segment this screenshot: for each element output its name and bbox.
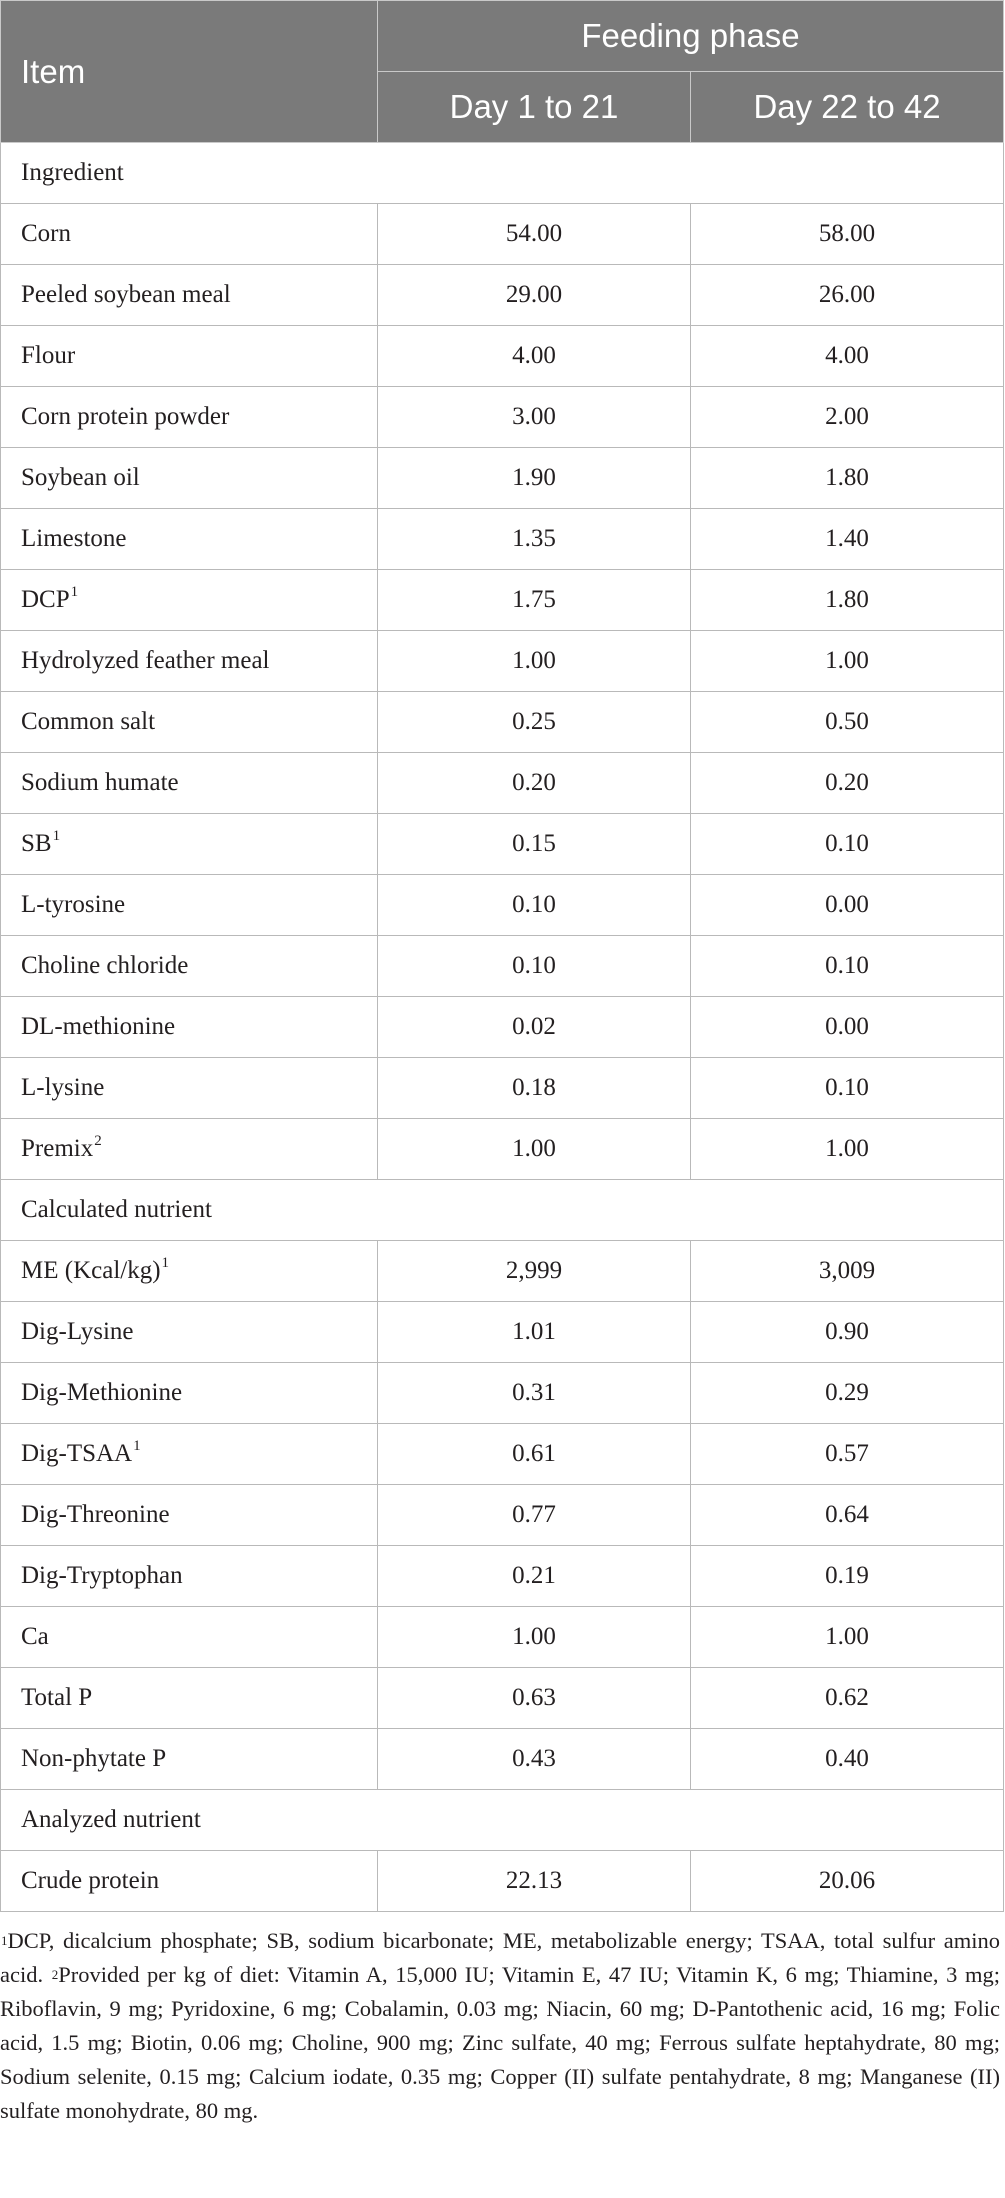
day-22-42-header: Day 22 to 42	[691, 72, 1004, 143]
section-title: Analyzed nutrient	[1, 1790, 1004, 1851]
day-1-21-value: 0.25	[378, 692, 691, 753]
day-22-42-value: 1.80	[691, 570, 1004, 631]
table-row	[1, 1058, 1004, 1119]
footnote-ref: 1	[70, 584, 79, 600]
day-1-21-value: 4.00	[378, 326, 691, 387]
row-label-cell	[1, 1729, 378, 1790]
day-1-21-value: 54.00	[378, 204, 691, 265]
row-label-cell	[1, 1546, 378, 1607]
table-row	[1, 997, 1004, 1058]
row-label: DCP	[21, 586, 70, 613]
day-22-42-value: 58.00	[691, 204, 1004, 265]
day-1-21-value: 1.75	[378, 570, 691, 631]
day-22-42-value: 2.00	[691, 387, 1004, 448]
day-22-42-value: 0.57	[691, 1424, 1004, 1485]
day-1-21-value: 1.01	[378, 1302, 691, 1363]
row-label-cell	[1, 570, 378, 631]
day-22-42-value: 0.00	[691, 997, 1004, 1058]
row-label: Crude protein	[21, 1867, 160, 1894]
day-22-42-value: 0.00	[691, 875, 1004, 936]
row-label: SB	[21, 830, 52, 857]
day-22-42-value: 26.00	[691, 265, 1004, 326]
table-row	[1, 1119, 1004, 1180]
row-label-cell	[1, 936, 378, 997]
row-label: Choline chloride	[21, 952, 189, 979]
row-label: Dig-Tryptophan	[21, 1562, 183, 1589]
day-1-21-value: 0.20	[378, 753, 691, 814]
day-22-42-value: 0.10	[691, 814, 1004, 875]
day-22-42-value: 0.50	[691, 692, 1004, 753]
day-22-42-value: 1.00	[691, 1119, 1004, 1180]
day-22-42-value: 1.40	[691, 509, 1004, 570]
row-label: Dig-Methionine	[21, 1379, 183, 1406]
day-22-42-value: 1.00	[691, 1607, 1004, 1668]
row-label-cell	[1, 997, 378, 1058]
row-label-cell	[1, 753, 378, 814]
row-label-cell	[1, 692, 378, 753]
day-22-42-value: 0.29	[691, 1363, 1004, 1424]
table-row	[1, 753, 1004, 814]
row-label-cell	[1, 875, 378, 936]
table-row	[1, 692, 1004, 753]
row-label: Dig-Threonine	[21, 1501, 170, 1528]
day-1-21-value: 0.15	[378, 814, 691, 875]
day-1-21-value: 0.02	[378, 997, 691, 1058]
row-label-cell	[1, 265, 378, 326]
table-row	[1, 1546, 1004, 1607]
row-label-cell	[1, 1241, 378, 1302]
section-row	[1, 143, 1004, 204]
row-label: Soybean oil	[21, 464, 140, 491]
table-row	[1, 387, 1004, 448]
row-label-cell	[1, 448, 378, 509]
day-1-21-value: 2,999	[378, 1241, 691, 1302]
footnote-ref: 1	[52, 828, 61, 844]
row-label: ME (Kcal/kg)	[21, 1257, 161, 1284]
row-label: DL-methionine	[21, 1013, 176, 1040]
table-footnote	[0, 1924, 1000, 2128]
table-row	[1, 875, 1004, 936]
table-row	[1, 1607, 1004, 1668]
day-1-21-value: 0.63	[378, 1668, 691, 1729]
table-row	[1, 1485, 1004, 1546]
table-row	[1, 204, 1004, 265]
day-1-21-value: 1.00	[378, 1119, 691, 1180]
day-1-21-value: 0.61	[378, 1424, 691, 1485]
day-1-21-value: 0.31	[378, 1363, 691, 1424]
row-label: Corn protein powder	[21, 403, 230, 430]
day-1-21-value: 0.10	[378, 875, 691, 936]
header-row-top	[1, 1, 1004, 72]
row-label-cell	[1, 1607, 378, 1668]
item-header: Item	[1, 1, 378, 143]
table-row	[1, 1424, 1004, 1485]
row-label: Sodium humate	[21, 769, 179, 796]
row-label-cell	[1, 814, 378, 875]
footnote-ref: 2	[94, 1133, 102, 1149]
table-row	[1, 1668, 1004, 1729]
table-row	[1, 1363, 1004, 1424]
row-label-cell	[1, 1302, 378, 1363]
table-row	[1, 1302, 1004, 1363]
table-row	[1, 509, 1004, 570]
section-title: Calculated nutrient	[1, 1180, 1004, 1241]
row-label-cell	[1, 631, 378, 692]
table-row	[1, 265, 1004, 326]
day-22-42-value: 0.19	[691, 1546, 1004, 1607]
table-body	[1, 143, 1004, 1912]
day-22-42-value: 0.10	[691, 1058, 1004, 1119]
footnote-text-1: DCP, dicalcium phosphate; SB, sodium bicarbonate; ME, metabolizable energy; TSAA, total sulfur amino acid.	[0, 1928, 1000, 1987]
table-row	[1, 936, 1004, 997]
row-label: Hydrolyzed feather meal	[21, 647, 270, 674]
day-1-21-value: 29.00	[378, 265, 691, 326]
section-row	[1, 1180, 1004, 1241]
table-row	[1, 448, 1004, 509]
footnote-ref: 1	[161, 1255, 170, 1271]
day-1-21-value: 1.00	[378, 1607, 691, 1668]
day-22-42-value: 4.00	[691, 326, 1004, 387]
day-1-21-header: Day 1 to 21	[378, 72, 691, 143]
table-row	[1, 814, 1004, 875]
row-label: Common salt	[21, 708, 156, 735]
day-22-42-value: 0.64	[691, 1485, 1004, 1546]
row-label-cell	[1, 1485, 378, 1546]
row-label-cell	[1, 1668, 378, 1729]
footnote-text-2: Provided per kg of diet: Vitamin A, 15,000 IU; Vitamin E, 47 IU; Vitamin K, 6 mg; Thiamine, 3 mg; Riboflavin, 9 mg; Pyridoxine, 6 mg; Cobalamin, 0.03 mg; Niacin, 60 mg; D-Pantothenic acid, 16 mg; Folic acid, 1.5 mg; Biotin, 0.06 mg; Choline, 900 mg; Zinc sulfate, 40 mg; Ferrous sulfate heptahydrate, 80 mg; Sodium selenite, 0.15 mg; Calcium iodate, 0.35 mg; Copper (II) sulfate pentahydrate, 8 mg; Manganese (II) sulfate monohydrate, 80 mg.	[0, 1962, 1000, 2123]
day-1-21-value: 0.21	[378, 1546, 691, 1607]
day-22-42-value: 0.40	[691, 1729, 1004, 1790]
day-22-42-value: 0.90	[691, 1302, 1004, 1363]
day-1-21-value: 0.10	[378, 936, 691, 997]
day-1-21-value: 1.90	[378, 448, 691, 509]
day-22-42-value: 0.20	[691, 753, 1004, 814]
table-row	[1, 631, 1004, 692]
day-1-21-value: 1.35	[378, 509, 691, 570]
day-1-21-value: 0.77	[378, 1485, 691, 1546]
row-label: Dig-TSAA	[21, 1440, 133, 1467]
day-1-21-value: 1.00	[378, 631, 691, 692]
row-label: Non-phytate P	[21, 1745, 167, 1772]
footnote-mark-2: 2	[51, 1967, 59, 1982]
row-label: Flour	[21, 342, 76, 369]
row-label-cell	[1, 1119, 378, 1180]
day-22-42-value: 3,009	[691, 1241, 1004, 1302]
row-label: L-tyrosine	[21, 891, 126, 918]
row-label-cell	[1, 509, 378, 570]
table-row	[1, 1729, 1004, 1790]
row-label-cell	[1, 204, 378, 265]
row-label-cell	[1, 1058, 378, 1119]
row-label: Limestone	[21, 525, 127, 552]
day-1-21-value: 0.18	[378, 1058, 691, 1119]
section-title: Ingredient	[1, 143, 1004, 204]
day-1-21-value: 0.43	[378, 1729, 691, 1790]
table-row	[1, 326, 1004, 387]
table-row	[1, 1241, 1004, 1302]
footnote-ref: 1	[133, 1438, 141, 1454]
row-label: Premix	[21, 1135, 94, 1162]
row-label-cell	[1, 1851, 378, 1912]
footnote-mark-1: 1	[1, 1933, 8, 1948]
table-row	[1, 570, 1004, 631]
day-1-21-value: 3.00	[378, 387, 691, 448]
feeding-phase-header: Feeding phase	[378, 1, 1004, 72]
table-row	[1, 1851, 1004, 1912]
row-label: Total P	[21, 1684, 93, 1711]
day-22-42-value: 20.06	[691, 1851, 1004, 1912]
row-label-cell	[1, 387, 378, 448]
day-22-42-value: 1.00	[691, 631, 1004, 692]
section-row	[1, 1790, 1004, 1851]
row-label: Corn	[21, 220, 71, 247]
day-22-42-value: 0.62	[691, 1668, 1004, 1729]
row-label: Dig-Lysine	[21, 1318, 134, 1345]
row-label-cell	[1, 1424, 378, 1485]
row-label-cell	[1, 326, 378, 387]
row-label: Peeled soybean meal	[21, 281, 231, 308]
row-label-cell	[1, 1363, 378, 1424]
row-label: Ca	[21, 1623, 49, 1650]
day-22-42-value: 1.80	[691, 448, 1004, 509]
row-label: L-lysine	[21, 1074, 105, 1101]
day-1-21-value: 22.13	[378, 1851, 691, 1912]
day-22-42-value: 0.10	[691, 936, 1004, 997]
